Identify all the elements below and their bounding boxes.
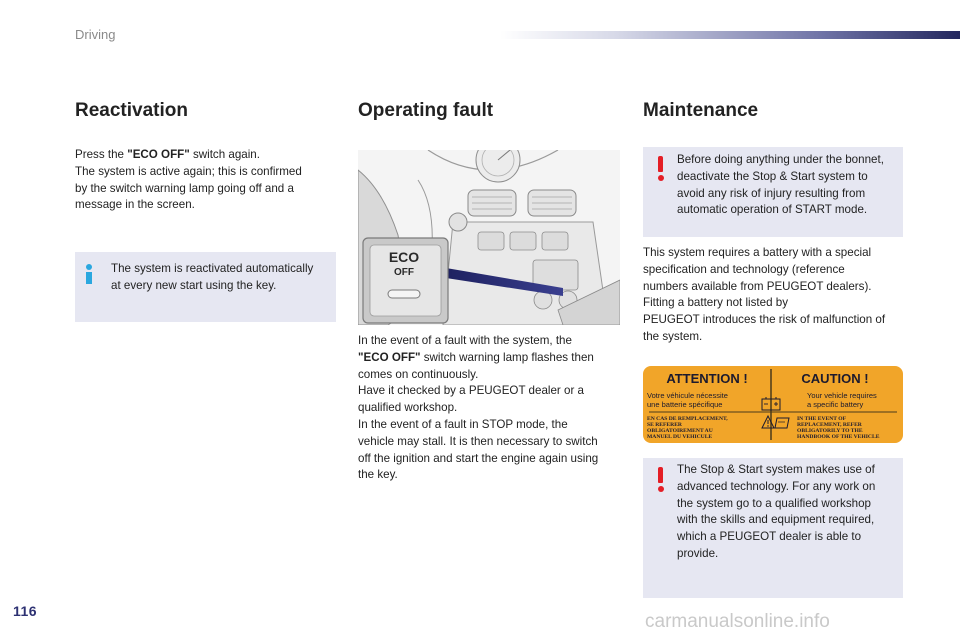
section-label: Driving	[75, 27, 116, 42]
warning-triangle-icon	[762, 416, 774, 428]
label-left-title: ATTENTION !	[666, 371, 748, 386]
fault-line-1: In the event of a fault with the system, the	[358, 334, 572, 347]
maint-line-4: Fitting a battery not listed by	[643, 296, 788, 310]
maintenance-text	[643, 245, 905, 346]
fault-line-9: the key.	[358, 468, 398, 482]
dashboard-drawing	[358, 150, 620, 325]
fault-line-2: "ECO OFF" switch warning lamp flashes then	[358, 350, 594, 364]
maintenance-title: Maintenance	[643, 100, 759, 121]
warning-1-line-1: Before doing anything under the bonnet,	[677, 153, 884, 166]
header-gradient-bar	[500, 31, 960, 39]
label-left-small-4: MANUEL DU VEHICULE	[647, 434, 713, 440]
eco-button-text: ECO	[388, 249, 420, 265]
reactivation-line-3: by the switch warning lamp going off and a	[75, 181, 294, 195]
label-right-small-3: OBLIGATORILY TO THE	[797, 428, 863, 434]
battery-label-drawing	[643, 366, 903, 443]
label-left-small-1: EN CAS DE REMPLACEMENT,	[647, 416, 728, 422]
fault-line-4: Have it checked by a PEUGEOT dealer or a	[358, 384, 584, 398]
fault-line-3: comes on continuously.	[358, 367, 479, 381]
warning-note-technology-text	[677, 462, 875, 563]
warning-2-line-2: advanced technology. For any work on	[677, 479, 876, 493]
label-right-small-2: REPLACEMENT, REFER	[797, 422, 862, 428]
warning-2-line-4: with the skills and equipment required,	[677, 513, 875, 527]
off-button-text: OFF	[394, 267, 414, 278]
operating-fault-title: Operating fault	[358, 100, 494, 121]
reactivation-line-4: message in the screen.	[75, 198, 195, 212]
fault-line-8: off the ignition and start the engine again using	[358, 451, 599, 465]
label-left-sub-2: une batterie spécifique	[647, 400, 723, 409]
reactivation-title: Reactivation	[75, 100, 188, 121]
exclamation-icon	[656, 467, 666, 493]
warning-note-technology	[643, 458, 903, 598]
handbook-icon	[775, 418, 789, 428]
reactivation-text	[75, 147, 340, 214]
info-note-line-2: at every new start using the key.	[111, 278, 277, 292]
battery-caution-label	[643, 366, 903, 443]
warning-1-line-2: deactivate the Stop & Start system to	[677, 169, 868, 183]
label-left-small-3: OBLIGATOIREMENT AU	[647, 428, 713, 434]
label-left-small-2: SE REFERER	[647, 422, 682, 428]
info-note-text	[111, 261, 313, 295]
warning-2-line-1: The Stop & Start system makes use of	[677, 463, 875, 476]
warning-note-bonnet-text	[677, 152, 884, 219]
dashboard-eco-off-illustration	[358, 150, 620, 325]
warning-2-line-3: the system go to a qualified workshop	[677, 496, 871, 510]
watermark: carmanualsonline.info	[645, 611, 830, 632]
maint-line-6: the system.	[643, 329, 703, 343]
exclamation-icon	[656, 156, 666, 182]
warning-1-line-3: avoid any risk of injury resulting from	[677, 186, 866, 200]
label-right-small-4: HANDBOOK OF THE VEHICLE	[797, 434, 880, 440]
label-right-sub-1: Your vehicle requires	[807, 391, 877, 400]
fault-line-6: In the event of a fault in STOP mode, the	[358, 417, 568, 431]
reactivation-line-2: The system is active again; this is confirmed	[75, 164, 302, 178]
info-icon	[83, 264, 95, 284]
warning-2-line-6: provide.	[677, 546, 719, 560]
label-right-sub-2: a specific battery	[807, 400, 864, 409]
warning-1-line-4: automatic operation of START mode.	[677, 203, 868, 217]
warning-2-line-5: which a PEUGEOT dealer is able to	[677, 530, 862, 544]
label-right-small-1: IN THE EVENT OF	[797, 416, 847, 422]
label-left-sub-1: Votre véhicule nécessite	[647, 391, 728, 400]
maint-line-5: PEUGEOT introduces the risk of malfunction of	[643, 313, 886, 327]
info-note-line-1: The system is reactivated automatically	[111, 262, 314, 275]
label-right-title: CAUTION !	[801, 371, 869, 386]
maint-line-1: This system requires a battery with a special	[643, 246, 872, 259]
fault-line-5: qualified workshop.	[358, 401, 458, 415]
maint-line-2: specification and technology (reference	[643, 262, 845, 276]
info-note	[75, 252, 336, 322]
page-number: 116	[13, 603, 38, 619]
fault-line-7: vehicle may stall. It is then necessary to switch	[358, 434, 598, 448]
operating-fault-text	[358, 333, 623, 484]
maint-line-3: numbers available from PEUGEOT dealers).	[643, 279, 872, 293]
warning-note-bonnet	[643, 147, 903, 237]
reactivation-line-1: Press the "ECO OFF" switch again.	[75, 148, 260, 161]
